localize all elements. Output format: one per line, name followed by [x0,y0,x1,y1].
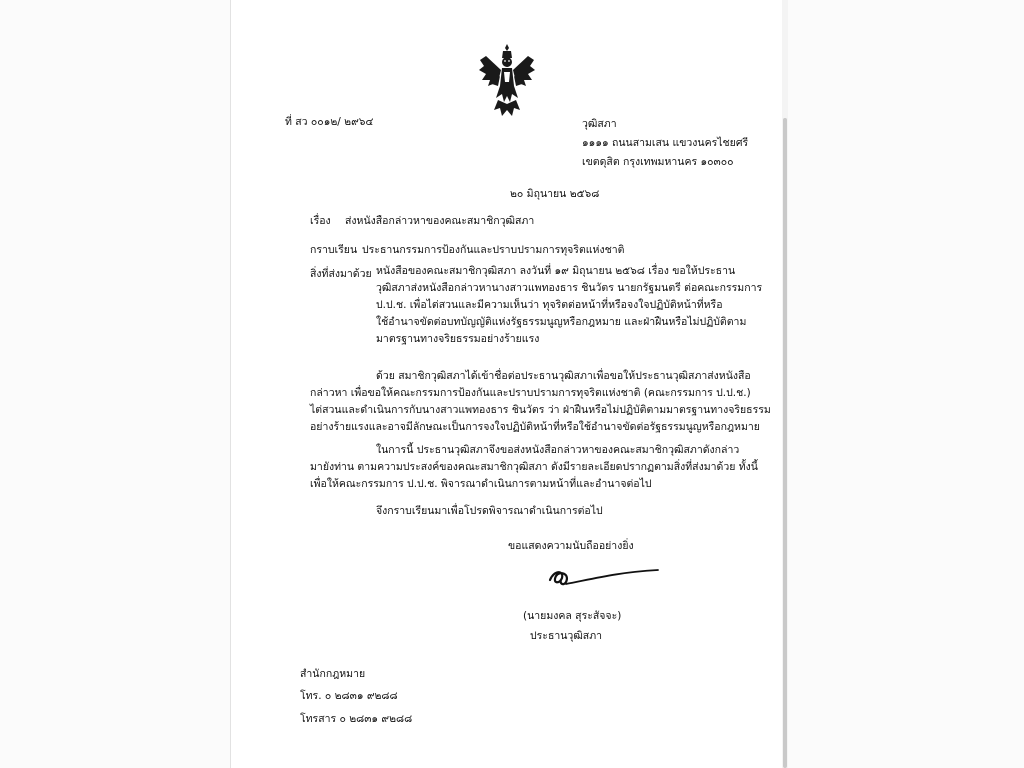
paragraph-line: เพื่อให้คณะกรรมการ ป.ป.ช. พิจารณาดำเนินการตามหน้าที่และอำนาจต่อไป [310,478,652,490]
closing-request: จึงกราบเรียนมาเพื่อโปรดพิจารณาดำเนินการต่อไป [376,505,603,517]
signer-title: ประธานวุฒิสภา [530,630,603,642]
fax-number: โทรสาร ๐ ๒๘๓๑ ๙๒๘๘ [300,713,413,725]
enclosure-line: วุฒิสภาส่งหนังสือกล่าวหานางสาวแพทองธาร ชินวัตร นายกรัฐมนตรี ต่อคณะกรรมการ [376,282,763,294]
sender-address-line: ๑๑๑๑ ถนนสามเสน แขวงนครไชยศรี [582,137,749,149]
subject-label: เรื่อง [310,215,331,227]
garuda-emblem-icon [476,42,538,118]
paragraph2 [310,459,758,493]
salutation-label: กราบเรียน [310,244,358,256]
paragraph-line: ไต่สวนและดำเนินการกับนางสาวแพทองธาร ชินวัตร ว่า ฝ่าฝืนหรือไม่ปฏิบัติตามมาตรฐานทางจริยธรรม [310,404,771,416]
enclosure-text [376,263,762,348]
paragraph-line: กล่าวหา เพื่อขอให้คณะกรรมการป้องกันและปราบปรามการทุจริตแห่งชาติ (คณะกรรมการ ป.ป.ช.) [310,387,751,399]
paragraph1 [310,385,771,436]
signature-icon [548,560,660,596]
office-name: สำนักกฎหมาย [300,668,366,680]
letter-date: ๒๐ มิถุนายน ๒๕๖๘ [510,188,600,200]
paragraph1-first-line: ด้วย สมาชิกวุฒิสภาได้เข้าชื่อต่อประธานวุฒิสภาเพื่อขอให้ประธานวุฒิสภาส่งหนังสือ [376,370,751,382]
sender-address-line: เขตดุสิต กรุงเทพมหานคร ๑๐๓๐๐ [582,156,734,168]
subject-text: ส่งหนังสือกล่าวหาของคณะสมาชิกวุฒิสภา [345,215,535,227]
enclosure-line: มาตรฐานทางจริยธรรมอย่างร้ายแรง [376,333,540,345]
paragraph-line: อย่างร้ายแรงและอาจมีลักษณะเป็นการจงใจปฏิบัติหน้าที่หรือใช้อำนาจขัดต่อรัฐธรรมนูญหรือกฎหมาย [310,421,760,433]
scrollbar-thumb[interactable] [783,118,787,768]
phone-number: โทร. ๐ ๒๘๓๑ ๙๒๘๘ [300,690,398,702]
closing-phrase: ขอแสดงความนับถืออย่างยิ่ง [508,540,634,552]
enclosure-line: ใช้อำนาจขัดต่อบทบัญญัติแห่งรัฐธรรมนูญหรือกฎหมาย และฝ่าฝืนหรือไม่ปฏิบัติตาม [376,316,747,328]
salutation-text: ประธานกรรมการป้องกันและปราบปรามการทุจริตแห่งชาติ [362,244,625,256]
paragraph2-first-line: ในการนี้ ประธานวุฒิสภาจึงขอส่งหนังสือกล่าวหาของคณะสมาชิกวุฒิสภาดังกล่าว [376,444,740,456]
paragraph-line: มายังท่าน ตามความประสงค์ของคณะสมาชิกวุฒิสภา ดังมีรายละเอียดปรากฏตามสิ่งที่ส่งมาด้วย ทั้งนี้ [310,461,758,473]
sender-org: วุฒิสภา [582,118,617,130]
enclosure-line: ป.ป.ช. เพื่อไต่สวนและมีความเห็นว่า ทุจริตต่อหน้าที่หรือจงใจปฏิบัติหน้าที่หรือ [376,299,723,311]
signer-name: (นายมงคล สุระสัจจะ) [523,610,622,622]
enclosure-label: สิ่งที่ส่งมาด้วย [310,268,372,280]
enclosure-line: หนังสือของคณะสมาชิกวุฒิสภา ลงวันที่ ๑๙ มิถุนายน ๒๕๖๘ เรื่อง ขอให้ประธาน [376,265,736,277]
reference-number: ที่ สว ๐๐๑๒/ ๒๙๖๔ [285,116,374,128]
